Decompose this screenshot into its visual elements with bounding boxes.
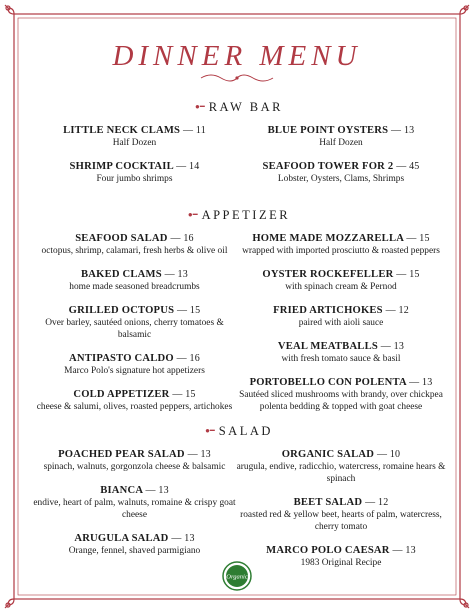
menu-item (236, 376, 446, 413)
item-price: — 15 (396, 269, 420, 280)
item-price: — 15 (406, 233, 430, 244)
item-name: ANTIPASTO CALDO (69, 353, 174, 364)
item-price: — 11 (182, 125, 206, 136)
item-price: — 45 (396, 161, 420, 172)
item-name: PORTOBELLO CON POLENTA (249, 377, 407, 388)
section-heading-salad: ●━ SALAD (205, 424, 273, 438)
item-description: spinach, walnuts, gorgonzola cheese & balsamic (43, 462, 226, 472)
salad-left-column (32, 448, 237, 568)
item-description: with fresh tomato sauce & basil (281, 354, 401, 364)
item-description: Orange, fennel, shaved parmigiano (68, 546, 201, 556)
menu-item (32, 268, 237, 293)
title-flourish (197, 72, 277, 84)
section-ornament-icon: ●━ (187, 210, 198, 219)
item-price: — 13 (171, 533, 195, 544)
item-name: OYSTER ROCKEFELLER (262, 269, 394, 280)
item-description: with spinach cream & Pernod (285, 282, 397, 292)
item-name: COLD APPETIZER (73, 389, 170, 400)
item-description: Marco Polo's signature hot appetizers (64, 366, 205, 376)
item-description: Sautéed sliced mushrooms with brandy, over chickpea polenta bedding & topped with goat cheese (239, 390, 443, 412)
menu-item (32, 448, 237, 473)
menu-item (32, 484, 237, 521)
item-price: — 13 (391, 125, 415, 136)
menu-item (32, 160, 237, 185)
menu-item (236, 544, 446, 569)
item-price: — 13 (392, 545, 416, 556)
item-name: BLUE POINT OYSTERS (267, 125, 389, 136)
section-ornament-icon: ●━ (195, 102, 205, 111)
menu-item (32, 352, 237, 377)
item-description: roasted red & yellow beet, hearts of palm, watercress, cherry tomato (240, 510, 442, 532)
item-name: ORGANIC SALAD (281, 449, 375, 460)
item-price: — 13 (409, 377, 433, 388)
organic-badge-text: Organic (226, 573, 248, 581)
item-description: octopus, shrimp, calamari, fresh herbs & olive oil (41, 246, 228, 256)
item-name: MARCO POLO CAESAR (266, 545, 390, 556)
item-description: Four jumbo shrimps (96, 174, 173, 184)
item-description: cheese & salumi, olives, roasted peppers, artichokes (36, 402, 233, 412)
item-name: HOME MADE MOZZARELLA (252, 233, 404, 244)
item-description: Half Dozen (112, 138, 157, 148)
item-description: home made seasoned breadcrumbs (69, 282, 200, 292)
item-name: SEAFOOD SALAD (75, 233, 168, 244)
item-name: ARUGULA SALAD (74, 533, 169, 544)
item-price: — 13 (164, 269, 188, 280)
raw-bar-left-column (32, 124, 237, 196)
menu-item (32, 388, 237, 413)
item-price: — 12 (385, 305, 409, 316)
item-name: VEAL MEATBALLS (277, 341, 378, 352)
appetizer-right-column (236, 232, 446, 424)
item-description: wrapped with imported prosciutto & roasted peppers (242, 246, 440, 256)
item-name: BAKED CLAMS (81, 269, 162, 280)
section-ornament-icon: ●━ (205, 426, 215, 435)
item-name: BIANCA (100, 485, 143, 496)
menu-item (236, 268, 446, 293)
item-description: Lobster, Oysters, Clams, Shrimps (277, 174, 405, 184)
item-name: BEET SALAD (293, 497, 363, 508)
menu-item (32, 532, 237, 557)
item-description: arugula, endive, radicchio, watercress, romaine hears & spinach (236, 462, 446, 484)
menu-item (236, 232, 446, 257)
item-price: — 16 (170, 233, 194, 244)
organic-badge-icon (222, 561, 252, 591)
item-description: Over barley, sautéed onions, cherry tomatoes & balsamic (45, 318, 224, 340)
section-heading-appetizer: ●━ APPETIZER (187, 208, 291, 222)
menu-item (32, 232, 237, 257)
item-name: GRILLED OCTOPUS (68, 305, 175, 316)
item-price: — 16 (176, 353, 200, 364)
raw-bar-right-column (236, 124, 446, 196)
item-price: — 14 (176, 161, 200, 172)
section-heading-raw-bar: ●━ RAW BAR (195, 100, 283, 114)
item-description: 1983 Original Recipe (300, 558, 382, 568)
item-name: FRIED ARTICHOKES (273, 305, 383, 316)
item-description: Half Dozen (319, 138, 363, 148)
item-name: POACHED PEAR SALAD (58, 449, 185, 460)
menu-item (236, 340, 446, 365)
item-price: — 15 (172, 389, 196, 400)
menu-title: DINNER MENU (112, 40, 362, 72)
item-price: — 13 (145, 485, 169, 496)
salad-right-column (236, 448, 446, 580)
menu-item (236, 160, 446, 185)
item-price: — 10 (376, 449, 401, 460)
item-price: — 13 (187, 449, 211, 460)
menu-item (32, 124, 237, 149)
item-price: — 12 (365, 497, 389, 508)
item-name: SEAFOOD TOWER FOR 2 (262, 161, 394, 172)
item-name: LITTLE NECK CLAMS (63, 125, 181, 136)
appetizer-left-column (32, 232, 237, 424)
item-price: — 15 (177, 305, 201, 316)
item-description: endive, heart of palm, walnuts, romaine & crispy goat cheese (33, 498, 236, 520)
item-description: paired with aioli sauce (298, 318, 384, 328)
item-name: SHRIMP COCKTAIL (69, 161, 174, 172)
item-price: — 13 (380, 341, 405, 352)
menu-item (236, 304, 446, 329)
menu-item (236, 124, 446, 149)
menu-item (236, 448, 446, 485)
menu-item (236, 496, 446, 533)
menu-item (32, 304, 237, 341)
